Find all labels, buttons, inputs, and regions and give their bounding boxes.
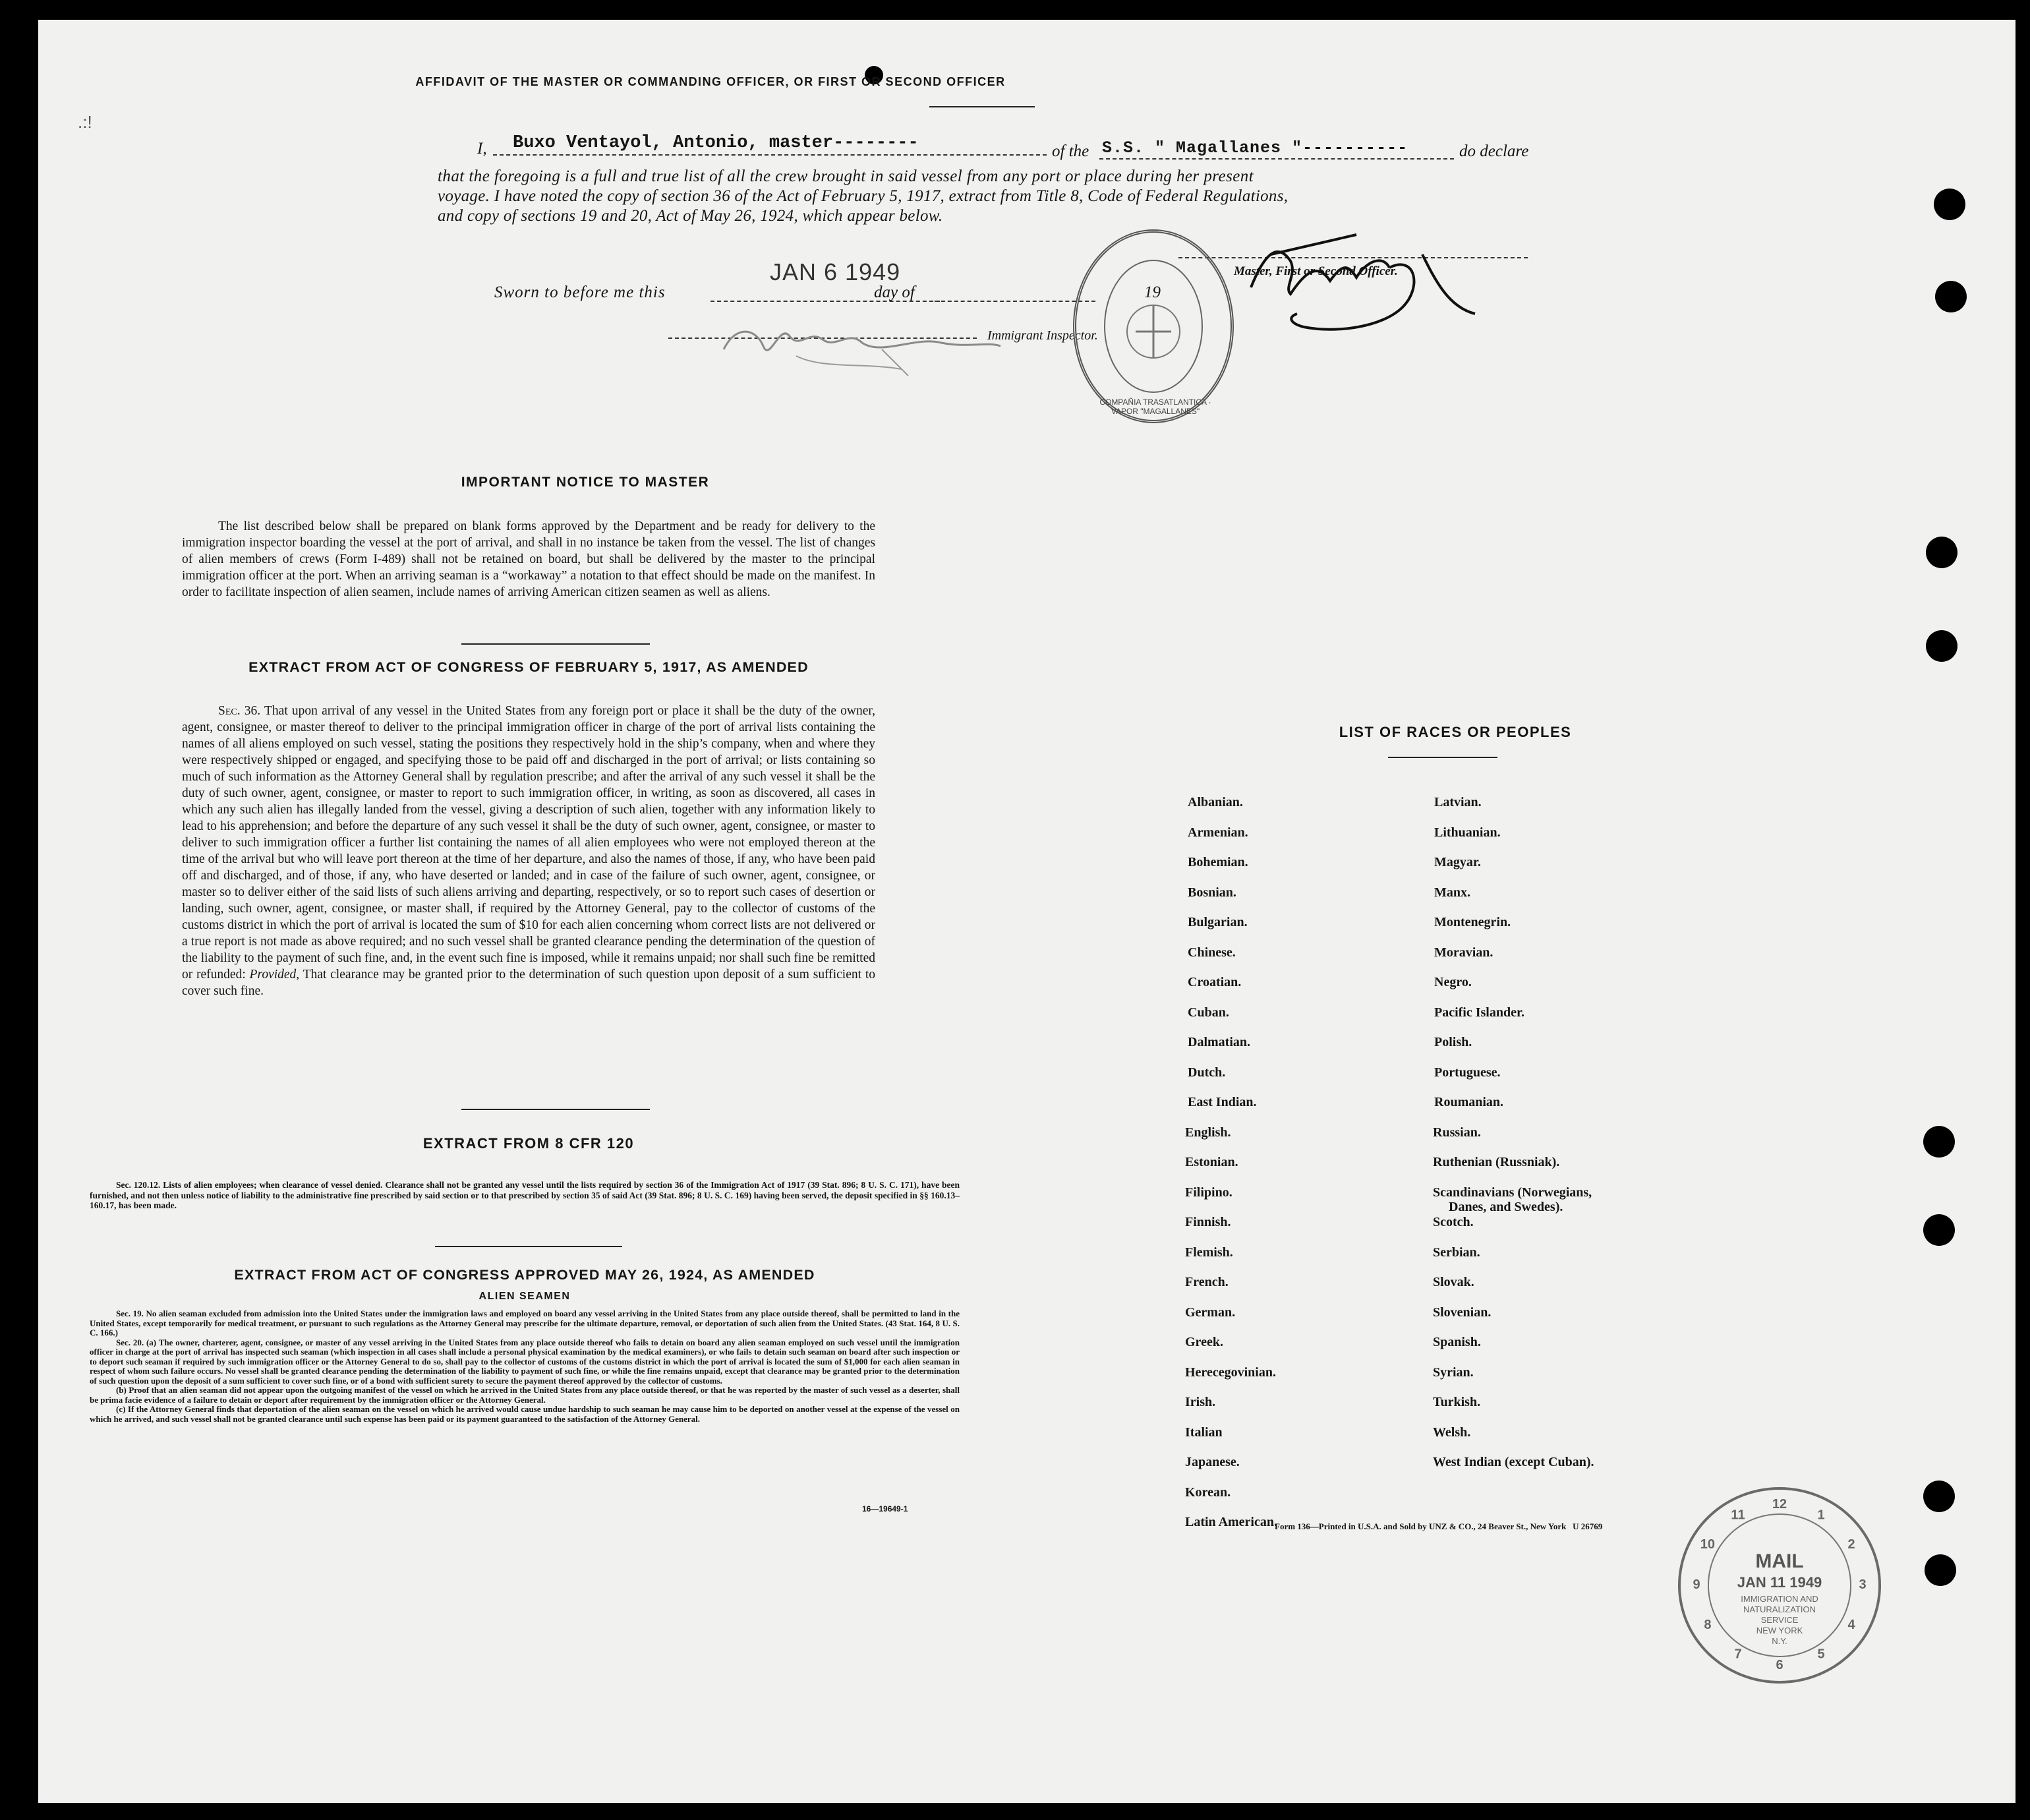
race-item: Bohemian. xyxy=(1188,855,1248,869)
race-item: Chinese. xyxy=(1188,945,1236,960)
race-item: Dalmatian. xyxy=(1188,1035,1250,1049)
race-item: Cuban. xyxy=(1188,1005,1229,1020)
extract-cfr-text: Sec. 120.12. Lists of alien employees; when clearance of vessel denied. Clearance shall not be granted any vessel until the lists required by section 36 of the Immigration Act of 1917 (39 Stat. 896; 8 U. S. C. 171), have been furnished, and not then unless notice of liability to the administrative fine prescribed by said section or to that prescribed by section 35 of said Act (39 Stat. 896; 8 U. S. C. 169) having been served, the deposit specified in §§ 160.13–160.17, has been made. xyxy=(90,1180,960,1210)
mail-stamp-line: IMMIGRATION AND xyxy=(1741,1594,1818,1604)
race-item: Japanese. xyxy=(1185,1455,1240,1469)
race-item: Latin American. xyxy=(1185,1515,1277,1529)
inspector-signature xyxy=(717,310,1007,382)
affidavit-page xyxy=(38,20,2016,1803)
race-item: Bulgarian. xyxy=(1188,915,1248,929)
mail-stamp-ring-number: 12 xyxy=(1772,1497,1787,1512)
race-item: Latvian. xyxy=(1434,795,1482,809)
mail-stamp-title: MAIL xyxy=(1755,1550,1804,1572)
master-name: Buxo Ventayol, Antonio, master-------- xyxy=(513,133,919,153)
race-item: Manx. xyxy=(1434,885,1470,900)
binder-hole xyxy=(1926,630,1958,662)
sworn-label: Sworn to before me this xyxy=(494,283,666,301)
binder-hole xyxy=(1934,189,1965,220)
race-item: Turkish. xyxy=(1433,1395,1481,1409)
affidavit-body-line: and copy of sections 19 and 20, Act of May 26, 1924, which appear below. xyxy=(438,207,943,225)
mail-stamp-ring-number: 1 xyxy=(1817,1508,1825,1523)
race-item: Armenian. xyxy=(1188,825,1248,840)
mail-received-stamp xyxy=(1678,1487,1881,1684)
race-item: Dutch. xyxy=(1188,1065,1226,1080)
race-item: Irish. xyxy=(1185,1395,1216,1409)
sworn-month-line xyxy=(935,301,1095,302)
i-label: I, xyxy=(477,140,487,158)
margin-mark: .:! xyxy=(78,112,92,132)
race-item: Portuguese. xyxy=(1434,1065,1501,1080)
race-item: East Indian. xyxy=(1188,1095,1257,1109)
mail-stamp-line: N.Y. xyxy=(1772,1636,1787,1646)
race-item: Serbian. xyxy=(1433,1245,1480,1260)
mail-stamp-ring-number: 7 xyxy=(1734,1647,1742,1662)
race-item: Flemish. xyxy=(1185,1245,1233,1260)
year-prefix: 19 xyxy=(1144,283,1161,301)
race-item: Slovak. xyxy=(1433,1275,1474,1289)
race-item: Finnish. xyxy=(1185,1215,1231,1229)
inspector-label: Immigrant Inspector. xyxy=(987,328,1098,343)
mail-stamp-date: JAN 11 1949 xyxy=(1737,1574,1822,1591)
race-item: Spanish. xyxy=(1433,1335,1481,1349)
race-item: Estonian. xyxy=(1185,1155,1238,1169)
form-print-note: Form 136—Printed in U.S.A. and Sold by UNZ & CO., 24 Beaver St., New York U 26769 xyxy=(1275,1521,1603,1531)
race-item: Lithuanian. xyxy=(1434,825,1501,840)
mail-stamp-ring-number: 4 xyxy=(1847,1618,1855,1632)
race-item: Herecegovinian. xyxy=(1185,1365,1276,1380)
mail-stamp-ring-number: 2 xyxy=(1847,1537,1855,1552)
do-declare: do declare xyxy=(1459,142,1529,160)
day-of-label: day of xyxy=(874,283,915,301)
heading-rule xyxy=(929,106,1035,107)
master-signature xyxy=(1225,215,1515,347)
section-rule xyxy=(461,1109,650,1110)
binder-hole xyxy=(1925,1554,1956,1586)
mail-stamp-ring-number: 11 xyxy=(1731,1508,1745,1523)
mail-stamp-line: NEW YORK xyxy=(1756,1626,1803,1635)
race-item: Filipino. xyxy=(1185,1185,1232,1200)
master-signature-label: Master, First or Second Officer. xyxy=(1234,264,1398,278)
binder-hole xyxy=(1923,1126,1955,1158)
race-item: Italian xyxy=(1185,1424,1223,1440)
race-item: West Indian (except Cuban). xyxy=(1433,1455,1594,1469)
affidavit-body-line: voyage. I have noted the copy of section 36 of the Act of February 5, 1917, extract from Title 8, Code of Federal Regulations, xyxy=(438,187,1289,205)
affidavit-heading: AFFIDAVIT OF THE MASTER OR COMMANDING OFFICER, OR FIRST OR SECOND OFFICER xyxy=(415,75,1006,88)
mail-stamp-line: SERVICE xyxy=(1760,1615,1799,1625)
race-item: Pacific Islander. xyxy=(1434,1005,1525,1020)
vessel-name-line xyxy=(1099,158,1454,160)
sworn-date-stamp: JAN 6 1949 xyxy=(770,258,901,285)
race-item: Welsh. xyxy=(1433,1424,1471,1440)
race-item: Moravian. xyxy=(1434,945,1494,960)
ship-stamp-text: COMPAÑIA TRASATLANTICA · VAPOR "MAGALLANES" xyxy=(1099,397,1211,416)
mail-stamp-ring-number: 10 xyxy=(1700,1537,1716,1552)
mail-stamp-ring-number: 5 xyxy=(1817,1647,1825,1662)
mail-stamp-line: NATURALIZATION xyxy=(1743,1604,1816,1614)
race-item: Russian. xyxy=(1433,1125,1481,1140)
race-item: Ruthenian (Russniak). xyxy=(1433,1155,1560,1169)
race-item: Polish. xyxy=(1434,1035,1472,1049)
mail-stamp-ring-number: 8 xyxy=(1704,1618,1712,1632)
of-the-label: of the xyxy=(1052,142,1089,160)
binder-hole xyxy=(1926,537,1958,568)
section-rule xyxy=(461,643,650,645)
race-item: Greek. xyxy=(1185,1335,1223,1349)
binder-hole xyxy=(1923,1481,1955,1512)
race-item: French. xyxy=(1185,1275,1229,1289)
race-item: Syrian. xyxy=(1433,1365,1474,1380)
binder-hole xyxy=(1923,1214,1955,1246)
races-rule xyxy=(1388,757,1497,758)
affidavit-body-line: that the foregoing is a full and true list of all the crew brought in said vessel from any port or place during her present xyxy=(438,167,1254,185)
ship-oval-stamp xyxy=(1073,229,1234,423)
race-item: Magyar. xyxy=(1434,855,1481,869)
binder-hole xyxy=(1935,281,1967,312)
alien-seamen-subheading: ALIEN SEAMEN xyxy=(478,1291,571,1302)
race-item: Scandinavians (Norwegians, xyxy=(1433,1185,1592,1200)
race-item: Croatian. xyxy=(1188,975,1242,989)
extract-cfr-heading: EXTRACT FROM 8 CFR 120 xyxy=(422,1135,635,1152)
extract-1917-text: Sec. 36. That upon arrival of any vessel in the United States from any foreign port or place it shall be the duty of the owner, agent, consignee, or master thereof to deliver to the principal immigration officer in charge of the port of arrival lists containing the names of all aliens employed on such vessel, stating the positions they respectively hold in the ship’s company, when and where they were respectively shipped or engaged, and specifying those to be paid off and discharged in the port of arrival; or lists containing so much of such information as the Attorney General shall by regulation prescribe; and after the arrival of any such vessel it shall be the duty of such owner, agent, consignee, or master to report to such immigration officer, in writing, as soon as discovered, all cases in which any such alien has illegally landed from the vessel, giving a description of such alien, together with any information likely to lead to his apprehension; and before the departure of any such vessel it shall be the duty of such owner, agent, consignee, or master to deliver to such immigration officer a further list containing the names of all alien employees who were not employed thereon at the time of the arrival but who will leave port thereon at the time of her departure, and also the names of those, if any, who have been paid off and discharged, and of those, if any, who have deserted or landed; and in case of the failure of such owner, agent, consignee, or master so to deliver either of the said lists of such aliens arriving and departing, respectively, or so to report such cases of desertion or landing, such owner, agent, consignee, or master shall, if required by the Attorney General, pay to the collector of customs of the customs district in which the port of arrival is located the sum of $10 for each alien concerning whom correct lists are not delivered or a true report is not made as above required; and no such vessel shall be granted clearance pending the determination of the question of the liability to the payment of such fine, and, in the event such fine is imposed, while it remains unpaid; nor shall such fine be remitted or refunded: Provided, That clearance may be granted prior to the determination of such question upon deposit of a sum sufficient to cover such fine. xyxy=(182,704,875,998)
race-item: Bosnian. xyxy=(1188,885,1236,900)
section-rule xyxy=(435,1246,622,1247)
mail-stamp-ring-number: 6 xyxy=(1776,1658,1784,1672)
extract-1924-text: Sec. 19. No alien seaman excluded from admission into the United States under the immigration laws and employed on board any vessel arriving in the United States from any place outside thereof, shall be permitted to land in the United States, except temporarily for medical treatment, or pursuant to such regulations as the Attorney General may prescribe for the ultimate departure, removal, or deportation of such alien from the United States. (43 Stat. 164, 8 U. S. C. 166.) Sec. 20. (a) The owner, charterer, agent, consignee, or master of any vessel arriving in the United States from any place outside thereof who fails to detain on board any alien seaman employed on such vessel until the immigration officer in charge at the port of arrival has inspected such seaman (which inspection in all cases shall include a personal physical examination by the medical examiners), or who fails to detain such seaman on board after such inspection or to deport such seaman if required by such immigration officer or the Attorney General to do so, shall pay to the collector of customs of the customs district in which the port of arrival is located the sum of $1,000 for each alien seaman in respect of whom such failure occurs. No vessel shall be granted clearance pending the determination of the liability to payment of such fine, or while the fine remains unpaid, except that clearance may be granted prior to the determination of such question upon the deposit of a sum sufficient to cover such fine, or of a bond with sufficient surety to secure the payment thereof approved by the collector of customs. (b) Proof that an alien seaman did not appear upon the outgoing manifest of the vessel on which he arrived in the United States from any place outside thereof, or that he was reported by the master of such vessel as a deserter, shall be prima facie evidence of a failure to detain or deport after requirement by the immigration officer or the Attorney General. (c) If the Attorney General finds that deportation of the alien seaman on the vessel on which he arrived would cause undue hardship to such seaman he may cause him to be deported on another vessel at the expense of the vessel on which he arrived, and such vessel shall not be granted clearance until such expense has been paid or its payment guaranteed to the satisfaction of the Attorney General. xyxy=(90,1308,960,1424)
race-item: Montenegrin. xyxy=(1434,915,1511,929)
mail-stamp-ring-number: 3 xyxy=(1859,1577,1867,1592)
race-item: English. xyxy=(1185,1125,1231,1140)
race-item: Korean. xyxy=(1185,1484,1231,1500)
form-code: 16—19649-1 xyxy=(862,1504,908,1513)
vessel-name: S.S. " Magallanes "---------- xyxy=(1102,138,1408,158)
extract-1924-heading: EXTRACT FROM ACT OF CONGRESS APPROVED MAY 26, 1924, AS AMENDED xyxy=(234,1267,815,1283)
important-notice-heading: IMPORTANT NOTICE TO MASTER xyxy=(461,475,710,490)
race-item: Scotch. xyxy=(1433,1215,1474,1229)
race-item: Negro. xyxy=(1434,975,1472,989)
important-notice-text: The list described below shall be prepared on blank forms approved by the Department and be ready for delivery to the immigration inspector boarding the vessel at the port of arrival, and shall in no instance be taken from the vessel. The list of changes of alien members of crews (Form I-489) shall not be retained on board, but shall be delivered by the master to the principal immigration officer at the port. When an arriving seaman is a “workaway” a notation to that effect should be made on the manifest. In order to facilitate inspection of alien seamen, include names of arriving American citizen seamen as well as aliens. xyxy=(182,519,875,599)
master-name-line xyxy=(493,154,1047,156)
race-item: Danes, and Swedes). xyxy=(1449,1199,1563,1214)
race-item: Albanian. xyxy=(1188,795,1243,809)
race-item: Roumanian. xyxy=(1434,1095,1504,1109)
race-item: German. xyxy=(1185,1305,1236,1320)
race-item: Slovenian. xyxy=(1433,1305,1492,1320)
extract-1917-heading: EXTRACT FROM ACT OF CONGRESS OF FEBRUARY 5, 1917, AS AMENDED xyxy=(248,659,809,675)
races-heading: LIST OF RACES OR PEOPLES xyxy=(1339,724,1572,740)
mail-stamp-ring-number: 9 xyxy=(1693,1577,1700,1592)
